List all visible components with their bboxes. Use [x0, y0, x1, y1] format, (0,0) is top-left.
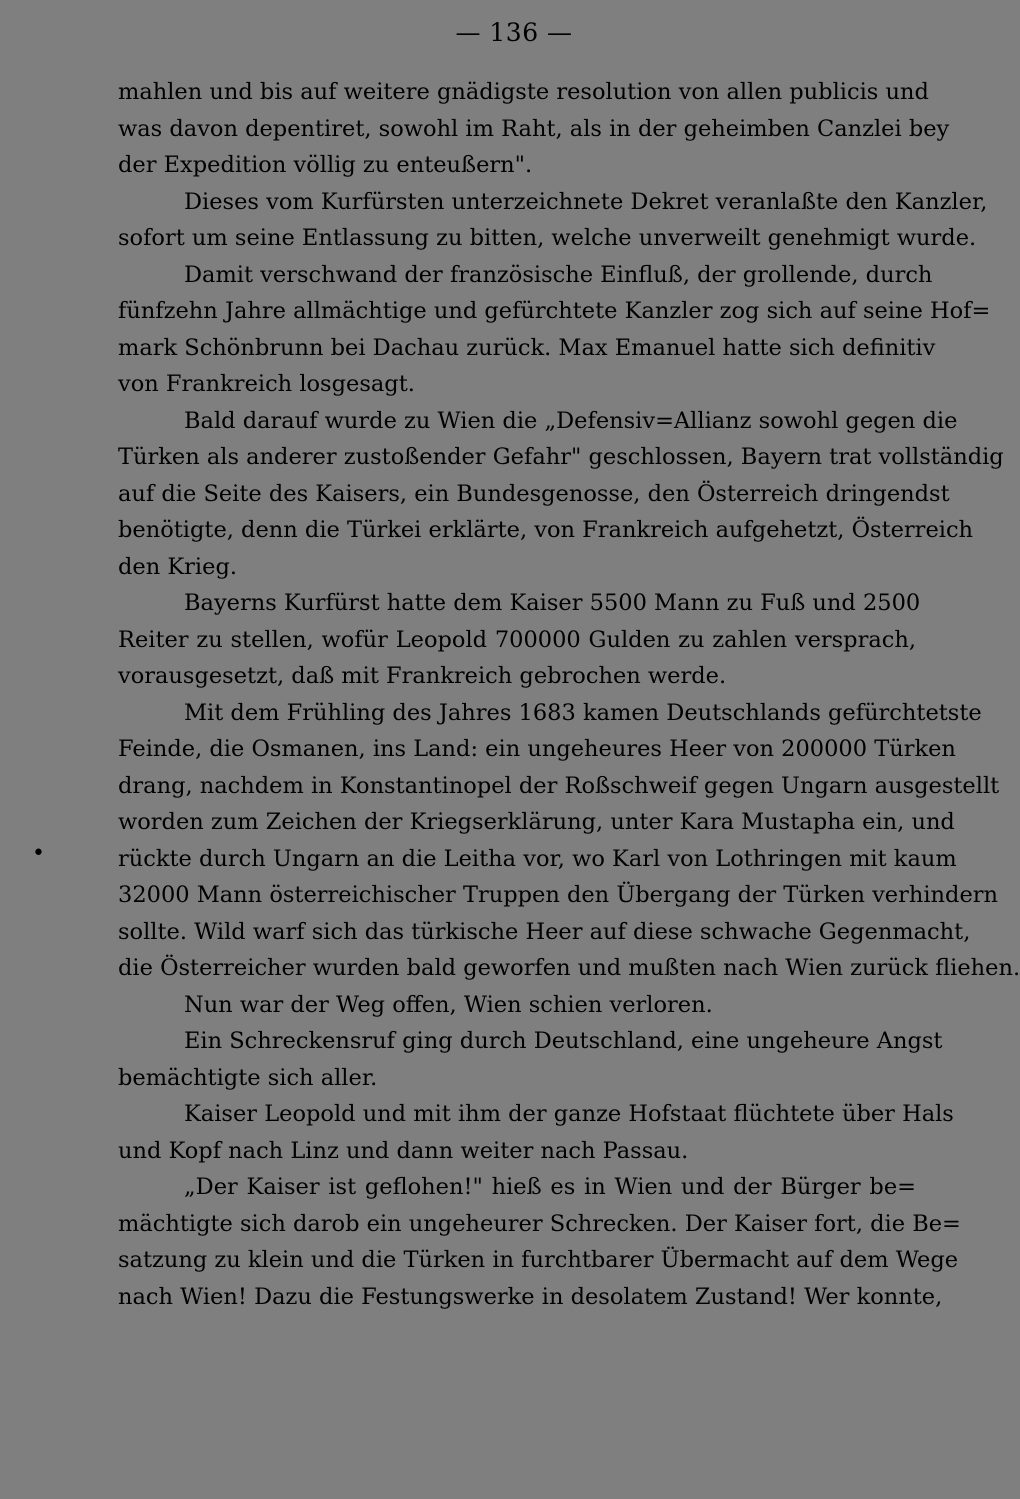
text-line: Mit dem Frühling des Jahres 1683 kamen Deutschlands gefürchtetste: [184, 699, 982, 726]
text-line: was davon depentiret, sowohl im Raht, als in der geheimben Canzlei bey: [118, 115, 950, 142]
text-line: die Österreicher wurden bald geworfen und mußten nach Wien zurück fliehen.: [118, 955, 1020, 981]
text-line: vorausgesetzt, daß mit Frankreich gebrochen werde.: [118, 663, 727, 689]
text-line: Bald darauf wurde zu Wien die „Defensiv=Allianz sowohl gegen die: [184, 407, 958, 434]
text-line: sollte. Wild warf sich das türkische Heer auf diese schwache Gegenmacht,: [118, 918, 971, 945]
text-line: worden zum Zeichen der Kriegserklärung, unter Kara Mustapha ein, und: [118, 809, 955, 835]
text-line: Damit verschwand der französische Einfluß, der grollende, durch: [184, 261, 933, 288]
text-line: Bayerns Kurfürst hatte dem Kaiser 5500 Mann zu Fuß und 2500: [184, 590, 921, 616]
text-line: und Kopf nach Linz und dann weiter nach Passau.: [118, 1137, 689, 1164]
text-line: Dieses vom Kurfürsten unterzeichnete Dekret veranlaßte den Kanzler,: [184, 188, 988, 215]
text-line: sofort um seine Entlassung zu bitten, welche unverweilt genehmigt wurde.: [118, 225, 977, 251]
text-line: von Frankreich losgesagt.: [118, 371, 415, 397]
text-line: mahlen und bis auf weitere gnädigste resolution von allen publicis und: [118, 79, 929, 105]
body-text: [118, 74, 1020, 1315]
text-line: Feinde, die Osmanen, ins Land: ein ungeheures Heer von 200000 Türken: [118, 736, 956, 762]
text-line: rückte durch Ungarn an die Leitha vor, wo Karl von Lothringen mit kaum: [118, 845, 957, 872]
text-line: drang, nachdem in Konstantinopel der Roßschweif gegen Ungarn ausgestellt: [118, 772, 1000, 799]
text-line: mächtigte sich darob ein ungeheurer Schrecken. Der Kaiser fort, die Be=: [118, 1210, 961, 1237]
page-number: — 136 —: [455, 18, 573, 47]
text-line: Türken als anderer zustoßender Gefahr" geschlossen, Bayern trat vollständig: [118, 444, 1004, 470]
text-line: auf die Seite des Kaisers, ein Bundesgenosse, den Österreich dringendst: [118, 480, 950, 507]
text-line: bemächtigte sich aller.: [118, 1064, 378, 1091]
text-line: der Expedition völlig zu enteußern".: [118, 152, 533, 178]
text-line: Ein Schreckensruf ging durch Deutschland, eine ungeheure Angst: [184, 1028, 943, 1054]
text-line: Kaiser Leopold und mit ihm der ganze Hofstaat flüchtete über Hals: [184, 1101, 954, 1127]
text-line: 32000 Mann österreichischer Truppen den Übergang der Türken verhindern: [118, 882, 999, 908]
text-line: fünfzehn Jahre allmächtige und gefürchtete Kanzler zog sich auf seine Hof=: [118, 298, 991, 324]
margin-dot-mark: •: [32, 841, 45, 866]
text-line: Reiter zu stellen, wofür Leopold 700000 Gulden zu zahlen versprach,: [118, 626, 916, 653]
text-line: den Krieg.: [118, 553, 237, 580]
text-line: „Der Kaiser ist geflohen!" hieß es in Wien und der Bürger be=: [184, 1174, 916, 1200]
text-line: satzung zu klein und die Türken in furchtbarer Übermacht auf dem Wege: [118, 1247, 959, 1273]
text-line: mark Schönbrunn bei Dachau zurück. Max Emanuel hatte sich definitiv: [118, 334, 936, 361]
text-line: Nun war der Weg offen, Wien schien verloren.: [184, 991, 713, 1018]
text-line: nach Wien! Dazu die Festungswerke in desolatem Zustand! Wer konnte,: [118, 1283, 943, 1310]
text-line: benötigte, denn die Türkei erklärte, von Frankreich aufgehetzt, Österreich: [118, 517, 974, 543]
